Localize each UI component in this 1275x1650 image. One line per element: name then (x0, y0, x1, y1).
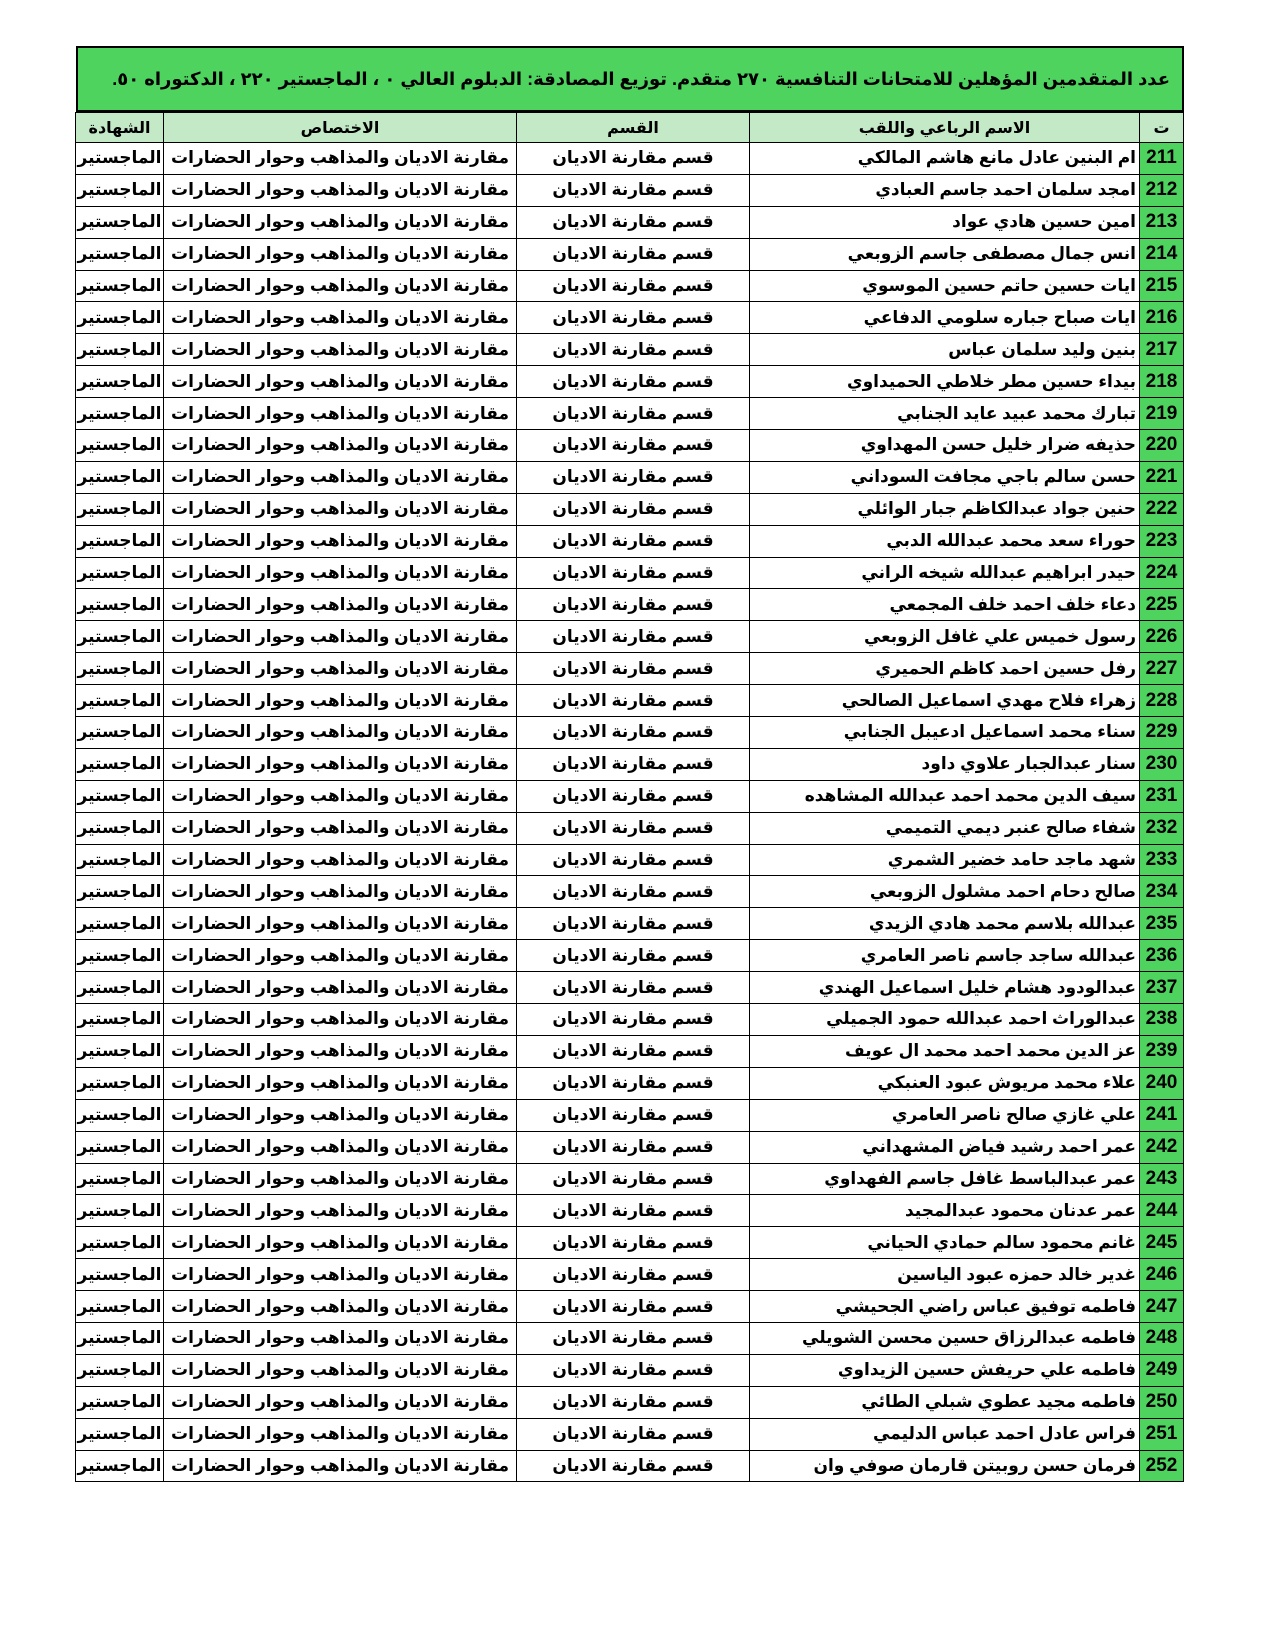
table-row (76, 525, 1184, 557)
candidate-name: رسول خميس علي غافل الزوبعي (750, 621, 1140, 653)
candidate-name: عمر احمد رشيد فياض المشهداني (750, 1131, 1140, 1163)
table-row (76, 1163, 1184, 1195)
table-row (76, 1386, 1184, 1418)
department: قسم مقارنة الاديان (517, 717, 750, 749)
row-number: 241 (1140, 1099, 1184, 1131)
row-number: 212 (1140, 174, 1184, 206)
table-row (76, 1291, 1184, 1323)
degree: الماجستير (76, 780, 164, 812)
department: قسم مقارنة الاديان (517, 1099, 750, 1131)
row-number: 228 (1140, 685, 1184, 717)
candidate-name: عبدالوراث احمد عبدالله حمود الجميلي (750, 1004, 1140, 1036)
row-number: 217 (1140, 334, 1184, 366)
degree: الماجستير (76, 1386, 164, 1418)
candidate-name: بيداء حسين مطر خلاطي الحميداوي (750, 366, 1140, 398)
row-number: 225 (1140, 589, 1184, 621)
department: قسم مقارنة الاديان (517, 621, 750, 653)
row-number: 248 (1140, 1322, 1184, 1354)
table-row (76, 1259, 1184, 1291)
specialization: مقارنة الاديان والمذاهب وحوار الحضارات (164, 366, 517, 398)
specialization: مقارنة الاديان والمذاهب وحوار الحضارات (164, 1450, 517, 1482)
row-number: 251 (1140, 1418, 1184, 1450)
row-number: 246 (1140, 1259, 1184, 1291)
table-row (76, 1195, 1184, 1227)
candidates-sheet (76, 46, 1184, 1482)
row-number: 223 (1140, 525, 1184, 557)
degree: الماجستير (76, 1259, 164, 1291)
header-number: ت (1140, 113, 1184, 143)
row-number: 214 (1140, 238, 1184, 270)
specialization: مقارنة الاديان والمذاهب وحوار الحضارات (164, 493, 517, 525)
table-row (76, 589, 1184, 621)
row-number: 238 (1140, 1004, 1184, 1036)
table-row (76, 940, 1184, 972)
row-number: 250 (1140, 1386, 1184, 1418)
row-number: 219 (1140, 398, 1184, 430)
department: قسم مقارنة الاديان (517, 398, 750, 430)
specialization: مقارنة الاديان والمذاهب وحوار الحضارات (164, 1418, 517, 1450)
candidate-name: سيف الدين محمد احمد عبدالله المشاهده (750, 780, 1140, 812)
row-number: 221 (1140, 461, 1184, 493)
department: قسم مقارنة الاديان (517, 685, 750, 717)
table-row (76, 493, 1184, 525)
degree: الماجستير (76, 1099, 164, 1131)
candidate-name: ايات صباح جباره سلومي الدفاعي (750, 302, 1140, 334)
degree: الماجستير (76, 1322, 164, 1354)
row-number: 233 (1140, 844, 1184, 876)
specialization: مقارنة الاديان والمذاهب وحوار الحضارات (164, 430, 517, 462)
row-number: 211 (1140, 143, 1184, 175)
specialization: مقارنة الاديان والمذاهب وحوار الحضارات (164, 1227, 517, 1259)
candidate-name: صالح دحام احمد مشلول الزوبعي (750, 876, 1140, 908)
candidate-name: شهد ماجد حامد خضير الشمري (750, 844, 1140, 876)
specialization: مقارنة الاديان والمذاهب وحوار الحضارات (164, 238, 517, 270)
specialization: مقارنة الاديان والمذاهب وحوار الحضارات (164, 334, 517, 366)
degree: الماجستير (76, 398, 164, 430)
degree: الماجستير (76, 302, 164, 334)
degree: الماجستير (76, 685, 164, 717)
summary-banner (76, 46, 1184, 112)
department: قسم مقارنة الاديان (517, 238, 750, 270)
department: قسم مقارنة الاديان (517, 366, 750, 398)
candidate-name: شفاء صالح عنبر ديمي التميمي (750, 812, 1140, 844)
degree: الماجستير (76, 206, 164, 238)
candidate-name: حذيفه ضرار خليل حسن المهداوي (750, 430, 1140, 462)
degree: الماجستير (76, 334, 164, 366)
degree: الماجستير (76, 366, 164, 398)
degree: الماجستير (76, 143, 164, 175)
table-row (76, 174, 1184, 206)
candidate-name: سنار عبدالجبار علاوي داود (750, 748, 1140, 780)
candidate-name: امين حسين هادي عواد (750, 206, 1140, 238)
table-row (76, 717, 1184, 749)
specialization: مقارنة الاديان والمذاهب وحوار الحضارات (164, 812, 517, 844)
candidate-name: فاطمه مجيد عطوي شبلي الطائي (750, 1386, 1140, 1418)
candidate-name: حيدر ابراهيم عبدالله شيخه الراني (750, 557, 1140, 589)
specialization: مقارنة الاديان والمذاهب وحوار الحضارات (164, 717, 517, 749)
specialization: مقارنة الاديان والمذاهب وحوار الحضارات (164, 206, 517, 238)
department: قسم مقارنة الاديان (517, 1131, 750, 1163)
specialization: مقارنة الاديان والمذاهب وحوار الحضارات (164, 844, 517, 876)
department: قسم مقارنة الاديان (517, 1035, 750, 1067)
specialization: مقارنة الاديان والمذاهب وحوار الحضارات (164, 653, 517, 685)
table-row (76, 334, 1184, 366)
department: قسم مقارنة الاديان (517, 493, 750, 525)
row-number: 244 (1140, 1195, 1184, 1227)
header-specialization: الاختصاص (164, 113, 517, 143)
department: قسم مقارنة الاديان (517, 461, 750, 493)
header-name: الاسم الرباعي واللقب (750, 113, 1140, 143)
table-row (76, 302, 1184, 334)
table-row (76, 238, 1184, 270)
department: قسم مقارنة الاديان (517, 844, 750, 876)
table-row (76, 366, 1184, 398)
header-degree: الشهادة (76, 113, 164, 143)
row-number: 231 (1140, 780, 1184, 812)
row-number: 235 (1140, 908, 1184, 940)
table-row (76, 972, 1184, 1004)
degree: الماجستير (76, 908, 164, 940)
degree: الماجستير (76, 557, 164, 589)
degree: الماجستير (76, 1004, 164, 1036)
department: قسم مقارنة الاديان (517, 1195, 750, 1227)
specialization: مقارنة الاديان والمذاهب وحوار الحضارات (164, 1035, 517, 1067)
row-number: 249 (1140, 1354, 1184, 1386)
degree: الماجستير (76, 238, 164, 270)
specialization: مقارنة الاديان والمذاهب وحوار الحضارات (164, 174, 517, 206)
degree: الماجستير (76, 972, 164, 1004)
row-number: 222 (1140, 493, 1184, 525)
table-row (76, 685, 1184, 717)
department: قسم مقارنة الاديان (517, 143, 750, 175)
department: قسم مقارنة الاديان (517, 876, 750, 908)
department: قسم مقارنة الاديان (517, 557, 750, 589)
candidate-name: فراس عادل احمد عباس الدليمي (750, 1418, 1140, 1450)
specialization: مقارنة الاديان والمذاهب وحوار الحضارات (164, 1291, 517, 1323)
department: قسم مقارنة الاديان (517, 972, 750, 1004)
specialization: مقارنة الاديان والمذاهب وحوار الحضارات (164, 1163, 517, 1195)
department: قسم مقارنة الاديان (517, 174, 750, 206)
candidate-name: عمر عبدالباسط غافل جاسم الفهداوي (750, 1163, 1140, 1195)
specialization: مقارنة الاديان والمذاهب وحوار الحضارات (164, 940, 517, 972)
department: قسم مقارنة الاديان (517, 270, 750, 302)
table-row (76, 908, 1184, 940)
row-number: 218 (1140, 366, 1184, 398)
table-row (76, 270, 1184, 302)
candidate-name: علاء محمد مريوش عبود العنبكي (750, 1067, 1140, 1099)
degree: الماجستير (76, 1163, 164, 1195)
degree: الماجستير (76, 270, 164, 302)
table-row (76, 1004, 1184, 1036)
department: قسم مقارنة الاديان (517, 1354, 750, 1386)
specialization: مقارنة الاديان والمذاهب وحوار الحضارات (164, 1004, 517, 1036)
specialization: مقارنة الاديان والمذاهب وحوار الحضارات (164, 525, 517, 557)
row-number: 224 (1140, 557, 1184, 589)
degree: الماجستير (76, 1067, 164, 1099)
candidate-name: عبدالله بلاسم محمد هادي الزيدي (750, 908, 1140, 940)
candidate-name: زهراء فلاح مهدي اسماعيل الصالحي (750, 685, 1140, 717)
table-row (76, 1418, 1184, 1450)
row-number: 227 (1140, 653, 1184, 685)
department: قسم مقارنة الاديان (517, 1163, 750, 1195)
candidate-name: علي غازي صالح ناصر العامري (750, 1099, 1140, 1131)
summary-title: عدد المتقدمين المؤهلين للامتحانات التنافسية ٢٧٠ متقدم. توزيع المصادقة: الدبلوم العالي ٠ ، الماجستير ٢٢٠ ، الدكتوراه ٥٠. (112, 69, 1170, 89)
table-row (76, 812, 1184, 844)
candidate-name: تبارك محمد عبيد عايد الجنابي (750, 398, 1140, 430)
table-row (76, 1099, 1184, 1131)
row-number: 220 (1140, 430, 1184, 462)
candidate-name: فاطمه توفيق عباس راضي الجحيشي (750, 1291, 1140, 1323)
specialization: مقارنة الاديان والمذاهب وحوار الحضارات (164, 908, 517, 940)
specialization: مقارنة الاديان والمذاهب وحوار الحضارات (164, 461, 517, 493)
degree: الماجستير (76, 844, 164, 876)
department: قسم مقارنة الاديان (517, 780, 750, 812)
table-row (76, 1227, 1184, 1259)
table-row (76, 621, 1184, 653)
row-number: 240 (1140, 1067, 1184, 1099)
table-row (76, 398, 1184, 430)
candidate-name: عبدالله ساجد جاسم ناصر العامري (750, 940, 1140, 972)
degree: الماجستير (76, 1418, 164, 1450)
department: قسم مقارنة الاديان (517, 908, 750, 940)
candidate-name: سناء محمد اسماعيل ادعيبل الجنابي (750, 717, 1140, 749)
table-row (76, 430, 1184, 462)
table-row (76, 1450, 1184, 1482)
row-number: 215 (1140, 270, 1184, 302)
candidate-name: حنين جواد عبدالكاظم جبار الوائلي (750, 493, 1140, 525)
candidate-name: عز الدين محمد احمد محمد ال عويف (750, 1035, 1140, 1067)
department: قسم مقارنة الاديان (517, 1386, 750, 1418)
degree: الماجستير (76, 748, 164, 780)
department: قسم مقارنة الاديان (517, 748, 750, 780)
degree: الماجستير (76, 174, 164, 206)
department: قسم مقارنة الاديان (517, 1259, 750, 1291)
row-number: 237 (1140, 972, 1184, 1004)
row-number: 242 (1140, 1131, 1184, 1163)
candidate-name: انس جمال مصطفى جاسم الزوبعي (750, 238, 1140, 270)
row-number: 216 (1140, 302, 1184, 334)
table-row (76, 461, 1184, 493)
degree: الماجستير (76, 589, 164, 621)
row-number: 245 (1140, 1227, 1184, 1259)
department: قسم مقارنة الاديان (517, 812, 750, 844)
degree: الماجستير (76, 493, 164, 525)
row-number: 213 (1140, 206, 1184, 238)
row-number: 243 (1140, 1163, 1184, 1195)
table-row (76, 1067, 1184, 1099)
degree: الماجستير (76, 461, 164, 493)
specialization: مقارنة الاديان والمذاهب وحوار الحضارات (164, 876, 517, 908)
degree: الماجستير (76, 1227, 164, 1259)
candidate-name: حوراء سعد محمد عبدالله الدبي (750, 525, 1140, 557)
specialization: مقارنة الاديان والمذاهب وحوار الحضارات (164, 1386, 517, 1418)
header-department: القسم (517, 113, 750, 143)
table-row (76, 143, 1184, 175)
specialization: مقارنة الاديان والمذاهب وحوار الحضارات (164, 143, 517, 175)
department: قسم مقارنة الاديان (517, 940, 750, 972)
candidate-name: بنين وليد سلمان عباس (750, 334, 1140, 366)
table-row (76, 876, 1184, 908)
specialization: مقارنة الاديان والمذاهب وحوار الحضارات (164, 1131, 517, 1163)
row-number: 229 (1140, 717, 1184, 749)
specialization: مقارنة الاديان والمذاهب وحوار الحضارات (164, 589, 517, 621)
candidate-name: فاطمه علي حريفش حسين الزيداوي (750, 1354, 1140, 1386)
row-number: 234 (1140, 876, 1184, 908)
degree: الماجستير (76, 1035, 164, 1067)
department: قسم مقارنة الاديان (517, 1450, 750, 1482)
table-row (76, 1035, 1184, 1067)
specialization: مقارنة الاديان والمذاهب وحوار الحضارات (164, 972, 517, 1004)
row-number: 226 (1140, 621, 1184, 653)
row-number: 230 (1140, 748, 1184, 780)
specialization: مقارنة الاديان والمذاهب وحوار الحضارات (164, 398, 517, 430)
degree: الماجستير (76, 1291, 164, 1323)
row-number: 232 (1140, 812, 1184, 844)
row-number: 239 (1140, 1035, 1184, 1067)
table-row (76, 1354, 1184, 1386)
candidate-name: عمر عدنان محمود عبدالمجيد (750, 1195, 1140, 1227)
table-body (76, 143, 1184, 1482)
department: قسم مقارنة الاديان (517, 1322, 750, 1354)
table-row (76, 1131, 1184, 1163)
candidate-name: رفل حسين احمد كاظم الحميري (750, 653, 1140, 685)
table-row (76, 1322, 1184, 1354)
department: قسم مقارنة الاديان (517, 206, 750, 238)
specialization: مقارنة الاديان والمذاهب وحوار الحضارات (164, 270, 517, 302)
candidate-name: فرمان حسن روبيتن قارمان صوفي وان (750, 1450, 1140, 1482)
candidate-name: ام البنين عادل مانع هاشم المالكي (750, 143, 1140, 175)
department: قسم مقارنة الاديان (517, 653, 750, 685)
candidate-name: عبدالودود هشام خليل اسماعيل الهندي (750, 972, 1140, 1004)
specialization: مقارنة الاديان والمذاهب وحوار الحضارات (164, 1322, 517, 1354)
degree: الماجستير (76, 1450, 164, 1482)
row-number: 247 (1140, 1291, 1184, 1323)
candidate-name: ايات حسين حاتم حسين الموسوي (750, 270, 1140, 302)
candidate-name: امجد سلمان احمد جاسم العبادي (750, 174, 1140, 206)
specialization: مقارنة الاديان والمذاهب وحوار الحضارات (164, 1259, 517, 1291)
table-row (76, 780, 1184, 812)
specialization: مقارنة الاديان والمذاهب وحوار الحضارات (164, 1067, 517, 1099)
specialization: مقارنة الاديان والمذاهب وحوار الحضارات (164, 1099, 517, 1131)
department: قسم مقارنة الاديان (517, 334, 750, 366)
degree: الماجستير (76, 876, 164, 908)
department: قسم مقارنة الاديان (517, 1227, 750, 1259)
degree: الماجستير (76, 525, 164, 557)
specialization: مقارنة الاديان والمذاهب وحوار الحضارات (164, 685, 517, 717)
specialization: مقارنة الاديان والمذاهب وحوار الحضارات (164, 621, 517, 653)
department: قسم مقارنة الاديان (517, 1067, 750, 1099)
table-row (76, 748, 1184, 780)
department: قسم مقارنة الاديان (517, 430, 750, 462)
department: قسم مقارنة الاديان (517, 589, 750, 621)
candidate-name: غانم محمود سالم حمادي الحياني (750, 1227, 1140, 1259)
candidate-name: حسن سالم باجي مجافت السوداني (750, 461, 1140, 493)
degree: الماجستير (76, 1131, 164, 1163)
row-number: 236 (1140, 940, 1184, 972)
specialization: مقارنة الاديان والمذاهب وحوار الحضارات (164, 780, 517, 812)
specialization: مقارنة الاديان والمذاهب وحوار الحضارات (164, 748, 517, 780)
specialization: مقارنة الاديان والمذاهب وحوار الحضارات (164, 1354, 517, 1386)
degree: الماجستير (76, 430, 164, 462)
degree: الماجستير (76, 1195, 164, 1227)
department: قسم مقارنة الاديان (517, 1291, 750, 1323)
candidates-table (75, 112, 1184, 1482)
table-header (76, 113, 1184, 143)
row-number: 252 (1140, 1450, 1184, 1482)
degree: الماجستير (76, 1354, 164, 1386)
table-row (76, 844, 1184, 876)
table-row (76, 653, 1184, 685)
degree: الماجستير (76, 717, 164, 749)
specialization: مقارنة الاديان والمذاهب وحوار الحضارات (164, 302, 517, 334)
candidate-name: فاطمه عبدالرزاق حسين محسن الشويلي (750, 1322, 1140, 1354)
department: قسم مقارنة الاديان (517, 1004, 750, 1036)
table-row (76, 206, 1184, 238)
degree: الماجستير (76, 940, 164, 972)
degree: الماجستير (76, 653, 164, 685)
department: قسم مقارنة الاديان (517, 525, 750, 557)
candidate-name: غدير خالد حمزه عبود الياسين (750, 1259, 1140, 1291)
degree: الماجستير (76, 812, 164, 844)
table-row (76, 557, 1184, 589)
specialization: مقارنة الاديان والمذاهب وحوار الحضارات (164, 1195, 517, 1227)
department: قسم مقارنة الاديان (517, 1418, 750, 1450)
degree: الماجستير (76, 621, 164, 653)
candidate-name: دعاء خلف احمد خلف المجمعي (750, 589, 1140, 621)
specialization: مقارنة الاديان والمذاهب وحوار الحضارات (164, 557, 517, 589)
department: قسم مقارنة الاديان (517, 302, 750, 334)
